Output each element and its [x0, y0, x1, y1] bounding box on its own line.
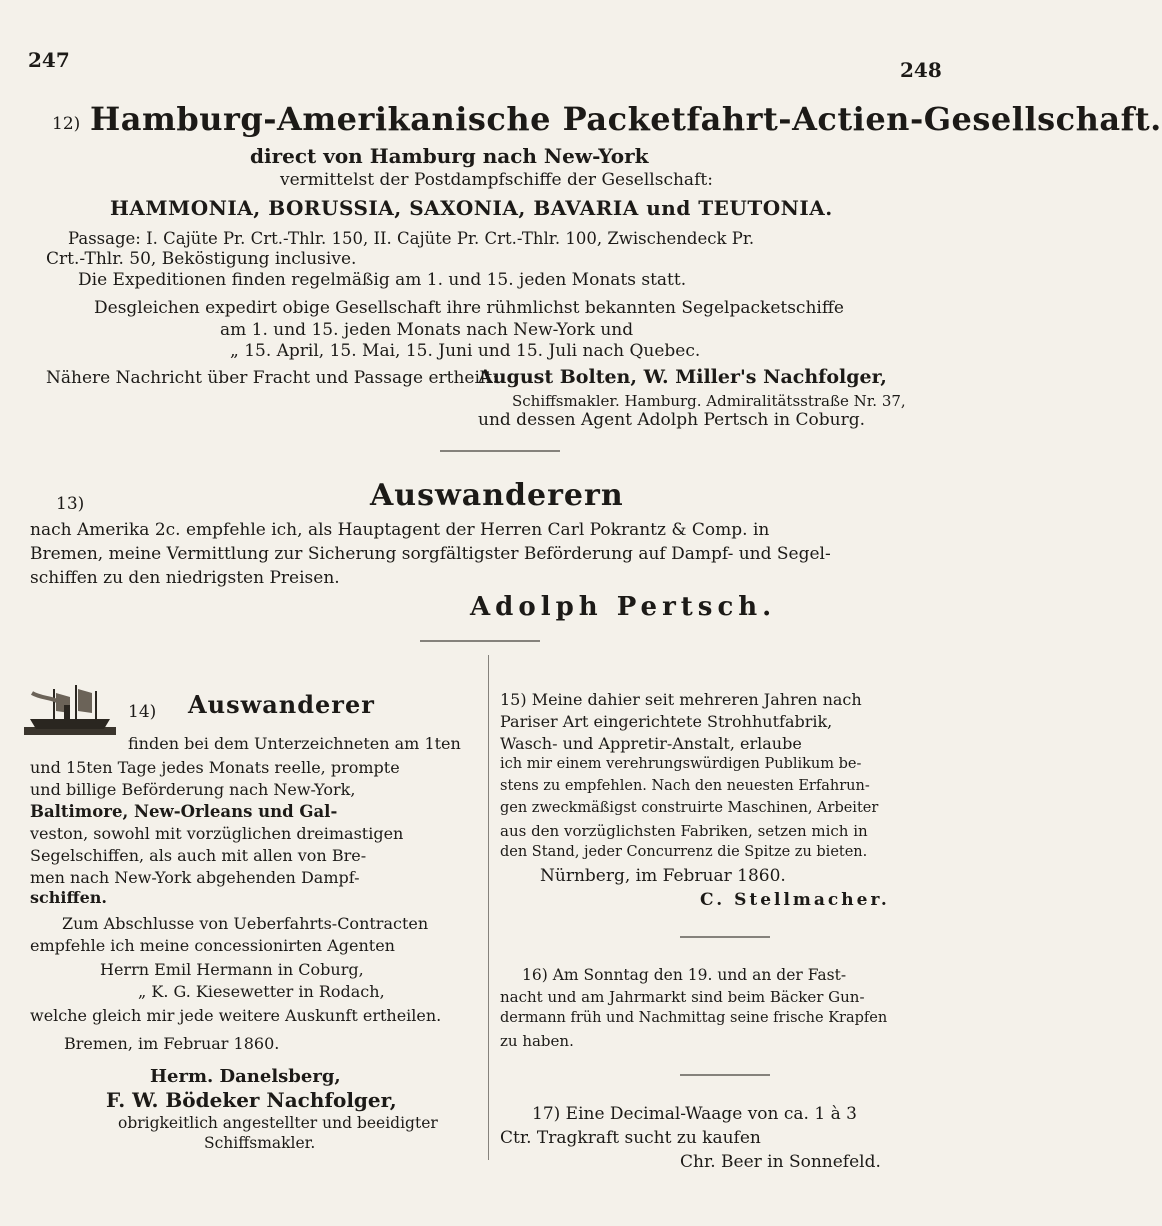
- ad-14-line-1: und 15ten Tage jedes Monats reelle, prompte: [30, 758, 400, 777]
- ad-13-signature: Adolph Pertsch.: [470, 592, 777, 622]
- ad-12-agent-2: Schiffsmakler. Hamburg. Admiralitätsstraße Nr. 37,: [512, 392, 906, 410]
- page-number-right: 248: [900, 58, 942, 82]
- ad-14-line-8: Zum Abschlusse von Ueberfahrts-Contracten: [62, 914, 429, 933]
- ad-12-ships: HAMMONIA, BORUSSIA, SAXONIA, BAVARIA und TEUTONIA.: [110, 196, 833, 220]
- ad-15-line-2: Wasch- und Appretir-Anstalt, erlaube: [500, 734, 802, 753]
- ad-12-desgleichen-3: „ 15. April, 15. Mai, 15. Juni und 15. Juli nach Quebec.: [230, 341, 701, 361]
- ad-15-line-1: Pariser Art eingerichtete Strohhutfabrik,: [500, 712, 833, 731]
- ad-15-line-4: stens zu empfehlen. Nach den neuesten Erfahrun-: [500, 778, 870, 794]
- ad-14-line-10: Herrn Emil Hermann in Coburg,: [100, 960, 364, 979]
- ad-12-naehere: Nähere Nachricht über Fracht und Passage ertheilt:: [46, 368, 498, 388]
- ad-13-line-2: Bremen, meine Vermittlung zur Sicherung sorgfältigster Beförderung auf Dampf- und Segel-: [30, 544, 831, 564]
- divider-12-13: [440, 450, 560, 452]
- ad-16-line-2: dermann früh und Nachmittag seine frische Krapfen: [500, 1010, 888, 1026]
- ad-15-line-6: aus den vorzüglichsten Fabriken, setzen mich in: [500, 822, 868, 840]
- ad-14-line-2: und billige Beförderung nach New-York,: [30, 780, 356, 799]
- ad-17-line-2: Ctr. Tragkraft sucht zu kaufen: [500, 1128, 761, 1148]
- ad-14-number: 14): [128, 702, 157, 722]
- ad-14-line-5: Segelschiffen, als auch mit allen von Bre-: [30, 846, 367, 865]
- ad-14-sig-4: Schiffsmakler.: [204, 1134, 316, 1152]
- ad-12-vermittelst: vermittelst der Postdampfschiffe der Gesellschaft:: [280, 170, 713, 190]
- divider-16-17: [680, 1074, 770, 1076]
- ad-12-desgleichen-2: am 1. und 15. jeden Monats nach New-York und: [220, 320, 634, 340]
- ad-15-date: Nürnberg, im Februar 1860.: [540, 866, 786, 886]
- ad-16-line-1: nacht und am Jahrmarkt sind beim Bäcker Gun-: [500, 988, 865, 1006]
- ad-14-line-4: veston, sowohl mit vorzüglichen dreimastigen: [30, 824, 404, 843]
- ad-14-title: Auswanderer: [188, 690, 375, 719]
- ad-16-line-0: 16) Am Sonntag den 19. und an der Fast-: [522, 966, 847, 984]
- ad-17-signature: Chr. Beer in Sonnefeld.: [680, 1152, 881, 1172]
- ad-14-line-6: men nach New-York abgehenden Dampf-: [30, 868, 360, 887]
- page-number-left: 247: [28, 48, 70, 72]
- ad-14-line-0: finden bei dem Unterzeichneten am 1ten: [128, 734, 461, 753]
- ad-12-expeditions: Die Expeditionen finden regelmäßig am 1. und 15. jeden Monats statt.: [78, 270, 687, 290]
- ad-13-number: 13): [56, 494, 85, 514]
- column-divider: [488, 655, 489, 1160]
- ad-14-line-12: welche gleich mir jede weitere Auskunft ertheilen.: [30, 1006, 442, 1025]
- ad-14-sig-1: Herm. Danelsberg,: [150, 1066, 341, 1087]
- ad-14-line-3: Baltimore, New-Orleans und Gal-: [30, 802, 338, 821]
- ad-12-direct-line: direct von Hamburg nach New-York: [250, 144, 649, 168]
- ad-12-title: Hamburg-Amerikanische Packetfahrt-Actien-Gesellschaft.: [90, 100, 1162, 138]
- ad-15-line-5: gen zweckmäßigst construirte Maschinen, Arbeiter: [500, 800, 879, 816]
- divider-13-14: [420, 640, 540, 642]
- ad-14-sig-2: F. W. Bödeker Nachfolger,: [106, 1088, 397, 1112]
- ad-14-line-11: „ K. G. Kiesewetter in Rodach,: [138, 982, 385, 1001]
- ad-14-line-7: schiffen.: [30, 888, 107, 907]
- ad-14-sig-3: obrigkeitlich angestellter und beeidigter: [118, 1114, 438, 1132]
- ad-13-line-3: schiffen zu den niedrigsten Preisen.: [30, 568, 340, 588]
- ad-13-line-1: nach Amerika 2c. empfehle ich, als Hauptagent der Herren Carl Pokrantz & Comp. in: [30, 520, 770, 540]
- steamship-icon: [24, 683, 116, 741]
- ad-14-line-9: empfehle ich meine concessionirten Agenten: [30, 936, 395, 955]
- ad-15-line-7: den Stand, jeder Concurrenz die Spitze zu bieten.: [500, 844, 868, 860]
- divider-15-16: [680, 936, 770, 938]
- ad-15-signature: C. Stellmacher.: [700, 890, 890, 910]
- ad-15-line-3: ich mir einem verehrungswürdigen Publikum be-: [500, 756, 862, 772]
- ad-12-agent-1: August Bolten, W. Miller's Nachfolger,: [478, 366, 887, 388]
- ad-13-title: Auswanderern: [370, 478, 624, 513]
- ad-12-agent-3: und dessen Agent Adolph Pertsch in Coburg.: [478, 410, 866, 430]
- ad-14-date: Bremen, im Februar 1860.: [64, 1034, 280, 1053]
- ad-17-line-1: 17) Eine Decimal-Waage von ca. 1 à 3: [532, 1104, 857, 1124]
- ad-12-desgleichen-1: Desgleichen expedirt obige Gesellschaft ihre rühmlichst bekannten Segelpacketschiffe: [94, 298, 844, 318]
- ad-12-passage-1: Passage: I. Cajüte Pr. Crt.-Thlr. 150, II. Cajüte Pr. Crt.-Thlr. 100, Zwischendeck Pr.: [68, 229, 755, 248]
- ad-12-passage-2: Crt.-Thlr. 50, Beköstigung inclusive.: [46, 249, 357, 269]
- ad-12-number: 12): [52, 114, 81, 134]
- ad-16-line-3: zu haben.: [500, 1032, 574, 1050]
- ad-15-line-0: 15) Meine dahier seit mehreren Jahren nach: [500, 690, 862, 709]
